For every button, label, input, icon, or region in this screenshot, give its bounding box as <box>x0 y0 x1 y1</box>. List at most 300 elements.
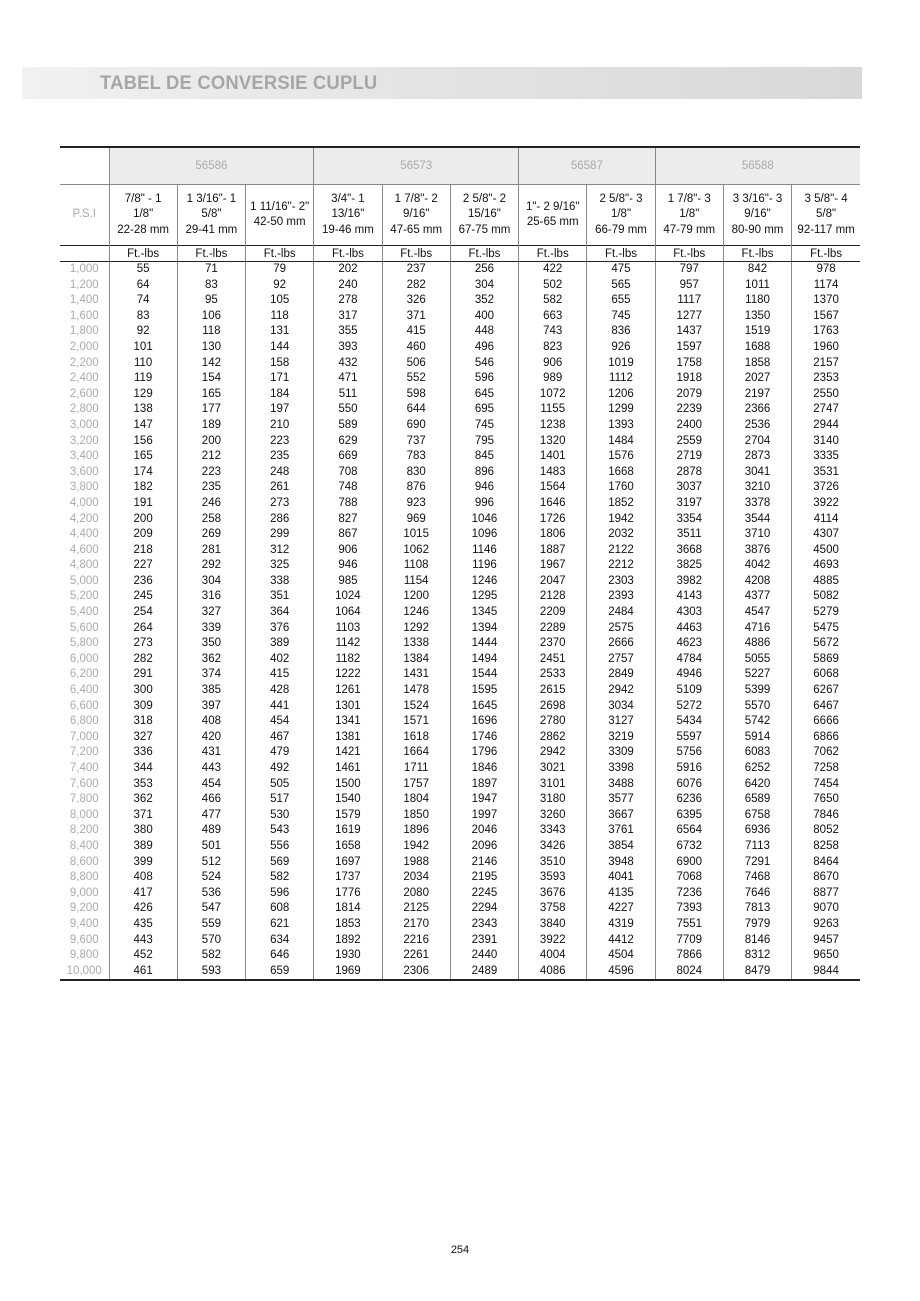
psi-value-cell: 4,400 <box>69 528 99 541</box>
torque-value-cell: 2370 <box>519 636 587 652</box>
torque-value-cell: 212 <box>177 449 245 465</box>
psi-value-cell: 8,200 <box>69 824 99 837</box>
torque-value-cell: 737 <box>382 434 450 450</box>
torque-value-cell: 543 <box>246 823 314 839</box>
table-row <box>60 886 860 902</box>
torque-value-cell: 6900 <box>655 855 723 871</box>
torque-value-cell: 708 <box>314 465 382 481</box>
psi-value-cell: 9,200 <box>69 902 99 915</box>
torque-value-cell: 7454 <box>792 777 860 793</box>
torque-value-cell: 397 <box>177 699 245 715</box>
torque-value-cell: 582 <box>519 293 587 309</box>
table-row <box>60 262 860 278</box>
torque-value-cell: 3676 <box>519 886 587 902</box>
size-header-line: 15/16" <box>468 208 501 221</box>
psi-value-cell: 2,000 <box>69 340 99 353</box>
torque-value-cell: 393 <box>314 340 382 356</box>
torque-value-cell: 129 <box>109 387 177 403</box>
torque-value-cell: 1478 <box>382 683 450 699</box>
torque-value-cell: 6467 <box>792 699 860 715</box>
psi-value-cell: 10,000 <box>60 964 109 981</box>
torque-value-cell: 1350 <box>723 309 791 325</box>
torque-value-cell: 138 <box>109 402 177 418</box>
torque-value-cell: 3922 <box>519 933 587 949</box>
torque-value-cell: 5272 <box>655 699 723 715</box>
torque-value-cell: 2536 <box>723 418 791 434</box>
torque-value-cell: 3761 <box>587 823 655 839</box>
torque-value-cell: 1804 <box>382 792 450 808</box>
torque-value-cell: 2878 <box>655 465 723 481</box>
torque-value-cell: 1892 <box>314 933 382 949</box>
torque-value-cell: 362 <box>177 652 245 668</box>
torque-value-cell: 3101 <box>519 777 587 793</box>
torque-value-cell: 1180 <box>723 293 791 309</box>
psi-value-cell: 3,800 <box>69 481 99 494</box>
torque-value-cell: 2393 <box>587 589 655 605</box>
psi-value-cell: 8,600 <box>69 855 99 868</box>
torque-value-cell: 461 <box>109 964 177 981</box>
torque-value-cell: 589 <box>314 418 382 434</box>
table-row <box>60 699 860 715</box>
torque-value-cell: 2195 <box>450 870 518 886</box>
unit-header-cell: Ft.-lbs <box>519 246 587 262</box>
torque-value-cell: 299 <box>246 527 314 543</box>
torque-value-cell: 565 <box>587 278 655 294</box>
torque-value-cell: 926 <box>587 340 655 356</box>
torque-value-cell: 788 <box>314 496 382 512</box>
psi-value-cell: 2,600 <box>69 387 99 400</box>
torque-value-cell: 2942 <box>587 683 655 699</box>
torque-value-cell: 3426 <box>519 839 587 855</box>
torque-value-cell: 7709 <box>655 933 723 949</box>
torque-value-cell: 547 <box>177 901 245 917</box>
torque-value-cell: 291 <box>109 667 177 683</box>
torque-value-cell: 7813 <box>723 901 791 917</box>
torque-value-cell: 1338 <box>382 636 450 652</box>
unit-header-cell: Ft.-lbs <box>723 246 791 262</box>
torque-value-cell: 466 <box>177 792 245 808</box>
torque-value-cell: 1711 <box>382 761 450 777</box>
torque-value-cell: 644 <box>382 402 450 418</box>
torque-value-cell: 1019 <box>587 356 655 372</box>
torque-value-cell: 3260 <box>519 808 587 824</box>
torque-value-cell: 582 <box>177 948 245 964</box>
torque-value-cell: 1174 <box>792 278 860 294</box>
torque-value-cell: 2032 <box>587 527 655 543</box>
torque-value-cell: 1664 <box>382 745 450 761</box>
torque-value-cell: 1896 <box>382 823 450 839</box>
table-row <box>60 683 860 699</box>
torque-value-cell: 443 <box>177 761 245 777</box>
torque-value-cell: 827 <box>314 512 382 528</box>
torque-value-cell: 2757 <box>587 652 655 668</box>
torque-value-cell: 7866 <box>655 948 723 964</box>
torque-value-cell: 2303 <box>587 574 655 590</box>
torque-value-cell: 325 <box>246 558 314 574</box>
model-header-56586: 56586 <box>109 147 314 185</box>
torque-value-cell: 1760 <box>587 480 655 496</box>
torque-value-cell: 3667 <box>587 808 655 824</box>
psi-value-cell: 3,200 <box>69 434 99 447</box>
torque-value-cell: 596 <box>246 886 314 902</box>
torque-value-cell: 7650 <box>792 792 860 808</box>
size-header-line: 13/16" <box>331 208 365 221</box>
torque-value-cell: 55 <box>109 262 177 278</box>
table-row <box>60 465 860 481</box>
torque-value-cell: 4693 <box>792 558 860 574</box>
torque-value-cell: 374 <box>177 667 245 683</box>
size-header-line: 92-117 mm <box>797 223 855 236</box>
torque-value-cell: 1930 <box>314 948 382 964</box>
torque-value-cell: 2289 <box>519 621 587 637</box>
table-row <box>60 605 860 621</box>
torque-value-cell: 690 <box>382 418 450 434</box>
torque-value-cell: 1238 <box>519 418 587 434</box>
unit-header-cell: Ft.-lbs <box>109 246 177 262</box>
torque-value-cell: 8052 <box>792 823 860 839</box>
torque-value-cell: 2862 <box>519 730 587 746</box>
torque-value-cell: 417 <box>109 886 177 902</box>
torque-value-cell: 1046 <box>450 512 518 528</box>
torque-value-cell: 1062 <box>382 543 450 559</box>
table-row <box>60 543 860 559</box>
psi-value-cell: 1,600 <box>69 309 99 322</box>
torque-value-cell: 154 <box>177 371 245 387</box>
torque-value-cell: 101 <box>109 340 177 356</box>
torque-value-cell: 1997 <box>450 808 518 824</box>
torque-value-cell: 492 <box>246 761 314 777</box>
torque-value-cell: 645 <box>450 387 518 403</box>
torque-value-cell: 237 <box>382 262 450 278</box>
torque-value-cell: 3876 <box>723 543 791 559</box>
torque-value-cell: 2027 <box>723 371 791 387</box>
torque-value-cell: 530 <box>246 808 314 824</box>
torque-value-cell: 608 <box>246 901 314 917</box>
torque-value-cell: 2575 <box>587 621 655 637</box>
torque-value-cell: 7846 <box>792 808 860 824</box>
torque-value-cell: 501 <box>177 839 245 855</box>
psi-value-cell: 6,800 <box>69 715 99 728</box>
torque-value-cell: 3354 <box>655 512 723 528</box>
torque-value-cell: 5082 <box>792 589 860 605</box>
torque-value-cell: 1299 <box>587 402 655 418</box>
size-header-line: 7/8" - 1 <box>124 192 162 205</box>
torque-value-cell: 92 <box>109 324 177 340</box>
torque-value-cell: 823 <box>519 340 587 356</box>
torque-value-cell: 1737 <box>314 870 382 886</box>
torque-value-cell: 286 <box>246 512 314 528</box>
torque-value-cell: 663 <box>519 309 587 325</box>
torque-value-cell: 1757 <box>382 777 450 793</box>
torque-value-cell: 191 <box>109 496 177 512</box>
torque-value-cell: 695 <box>450 402 518 418</box>
torque-value-cell: 264 <box>109 621 177 637</box>
torque-value-cell: 1887 <box>519 543 587 559</box>
torque-value-cell: 8024 <box>655 964 723 981</box>
unit-header-row <box>60 246 860 262</box>
torque-value-cell: 1154 <box>382 574 450 590</box>
torque-value-cell: 867 <box>314 527 382 543</box>
psi-value-cell: 2,400 <box>69 372 99 385</box>
torque-value-cell: 1897 <box>450 777 518 793</box>
psi-value-cell: 7,000 <box>69 730 99 743</box>
torque-value-cell: 845 <box>450 449 518 465</box>
size-header-line: 5/8" <box>816 208 837 221</box>
torque-value-cell: 1571 <box>382 714 450 730</box>
size-header-cell <box>246 185 314 246</box>
torque-value-cell: 3726 <box>792 480 860 496</box>
torque-value-cell: 629 <box>314 434 382 450</box>
torque-value-cell: 254 <box>109 605 177 621</box>
torque-value-cell: 1564 <box>519 480 587 496</box>
torque-value-cell: 5672 <box>792 636 860 652</box>
torque-value-cell: 3825 <box>655 558 723 574</box>
torque-value-cell: 3197 <box>655 496 723 512</box>
psi-value-cell: 7,800 <box>69 793 99 806</box>
torque-value-cell: 6936 <box>723 823 791 839</box>
torque-value-cell: 312 <box>246 543 314 559</box>
torque-value-cell: 1544 <box>450 667 518 683</box>
torque-value-cell: 5279 <box>792 605 860 621</box>
torque-value-cell: 546 <box>450 356 518 372</box>
torque-value-cell: 9844 <box>792 964 860 981</box>
table-row <box>60 808 860 824</box>
size-header-cell <box>109 185 177 246</box>
torque-value-cell: 506 <box>382 356 450 372</box>
torque-value-cell: 5869 <box>792 652 860 668</box>
torque-value-cell: 182 <box>109 480 177 496</box>
torque-value-cell: 502 <box>519 278 587 294</box>
size-header-line: 25-65 mm <box>526 216 579 228</box>
torque-value-cell: 282 <box>109 652 177 668</box>
torque-value-cell: 876 <box>382 480 450 496</box>
table-row <box>60 636 860 652</box>
torque-value-cell: 745 <box>587 309 655 325</box>
size-header-cell <box>382 185 450 246</box>
table-row <box>60 278 860 294</box>
torque-value-cell: 1246 <box>382 605 450 621</box>
torque-value-cell: 655 <box>587 293 655 309</box>
torque-value-cell: 236 <box>109 574 177 590</box>
torque-value-cell: 989 <box>519 371 587 387</box>
torque-value-cell: 842 <box>723 262 791 278</box>
torque-value-cell: 223 <box>246 434 314 450</box>
torque-value-cell: 256 <box>450 262 518 278</box>
torque-value-cell: 1182 <box>314 652 382 668</box>
torque-value-cell: 448 <box>450 324 518 340</box>
torque-value-cell: 309 <box>109 699 177 715</box>
model-header-56573: 56573 <box>314 147 519 185</box>
table-row <box>60 512 860 528</box>
table-row <box>60 901 860 917</box>
torque-value-cell: 1618 <box>382 730 450 746</box>
torque-value-cell: 1064 <box>314 605 382 621</box>
torque-value-cell: 946 <box>314 558 382 574</box>
torque-value-cell: 158 <box>246 356 314 372</box>
torque-value-cell: 2942 <box>519 745 587 761</box>
torque-value-cell: 1384 <box>382 652 450 668</box>
torque-value-cell: 1969 <box>314 964 382 981</box>
psi-value-cell: 9,000 <box>69 886 99 899</box>
torque-value-cell: 1567 <box>792 309 860 325</box>
torque-value-cell: 489 <box>177 823 245 839</box>
table-row <box>60 371 860 387</box>
psi-value-cell: 3,000 <box>69 418 99 431</box>
psi-value-cell: 6,400 <box>69 684 99 697</box>
torque-value-cell: 105 <box>246 293 314 309</box>
torque-value-cell: 1421 <box>314 745 382 761</box>
torque-value-cell: 1222 <box>314 667 382 683</box>
torque-value-cell: 6252 <box>723 761 791 777</box>
torque-value-cell: 4208 <box>723 574 791 590</box>
unit-header-cell: Ft.-lbs <box>450 246 518 262</box>
table-row <box>60 496 860 512</box>
torque-value-cell: 1524 <box>382 699 450 715</box>
torque-value-cell: 985 <box>314 574 382 590</box>
torque-value-cell: 1437 <box>655 324 723 340</box>
model-header-56588: 56588 <box>655 147 860 185</box>
size-header-line: 1 3/16"- 1 <box>186 192 237 205</box>
torque-value-cell: 1431 <box>382 667 450 683</box>
torque-value-cell: 83 <box>177 278 245 294</box>
size-header-cell <box>655 185 723 246</box>
size-header-line: 3 5/8"- 4 <box>804 192 848 205</box>
torque-value-cell: 6589 <box>723 792 791 808</box>
torque-value-cell: 1024 <box>314 589 382 605</box>
torque-value-cell: 454 <box>177 777 245 793</box>
size-header-line: 80-90 mm <box>731 223 784 236</box>
torque-value-cell: 2353 <box>792 371 860 387</box>
torque-value-cell: 2146 <box>450 855 518 871</box>
torque-value-cell: 1726 <box>519 512 587 528</box>
torque-value-cell: 189 <box>177 418 245 434</box>
torque-value-cell: 8146 <box>723 933 791 949</box>
psi-header: P.S.I <box>60 185 109 246</box>
torque-value-cell: 2245 <box>450 886 518 902</box>
model-header-row <box>60 147 860 185</box>
torque-value-cell: 2046 <box>450 823 518 839</box>
torque-value-cell: 475 <box>587 262 655 278</box>
unit-header-cell: Ft.-lbs <box>655 246 723 262</box>
torque-value-cell: 2615 <box>519 683 587 699</box>
psi-value-cell: 1,000 <box>69 263 99 275</box>
torque-value-cell: 74 <box>109 293 177 309</box>
torque-value-cell: 245 <box>109 589 177 605</box>
table-row <box>60 309 860 325</box>
torque-value-cell: 235 <box>177 480 245 496</box>
size-header-line: 47-65 mm <box>390 223 443 236</box>
torque-value-cell: 7979 <box>723 917 791 933</box>
torque-value-cell: 5109 <box>655 683 723 699</box>
torque-value-cell: 3343 <box>519 823 587 839</box>
torque-value-cell: 119 <box>109 371 177 387</box>
size-header-cell <box>177 185 245 246</box>
table-row <box>60 652 860 668</box>
torque-value-cell: 2096 <box>450 839 518 855</box>
torque-value-cell: 6236 <box>655 792 723 808</box>
torque-value-cell: 1117 <box>655 293 723 309</box>
torque-value-cell: 512 <box>177 855 245 871</box>
torque-value-cell: 339 <box>177 621 245 637</box>
torque-value-cell: 209 <box>109 527 177 543</box>
psi-value-cell: 3,600 <box>69 465 99 478</box>
table-row <box>60 324 860 340</box>
torque-value-cell: 1540 <box>314 792 382 808</box>
table-row <box>60 418 860 434</box>
size-header-line: 2 5/8"- 3 <box>599 192 643 205</box>
torque-value-cell: 246 <box>177 496 245 512</box>
torque-value-cell: 2157 <box>792 356 860 372</box>
torque-value-cell: 2239 <box>655 402 723 418</box>
torque-value-cell: 1146 <box>450 543 518 559</box>
title-band <box>22 67 862 99</box>
size-header-line: 66-79 mm <box>595 223 647 236</box>
torque-value-cell: 7113 <box>723 839 791 855</box>
table-row <box>60 621 860 637</box>
torque-value-cell: 669 <box>314 449 382 465</box>
torque-value-cell: 1646 <box>519 496 587 512</box>
unit-header-cell: Ft.-lbs <box>177 246 245 262</box>
torque-value-cell: 184 <box>246 387 314 403</box>
torque-value-cell: 906 <box>519 356 587 372</box>
torque-value-cell: 3335 <box>792 449 860 465</box>
torque-value-cell: 2780 <box>519 714 587 730</box>
torque-value-cell: 1277 <box>655 309 723 325</box>
torque-value-cell: 5914 <box>723 730 791 746</box>
torque-value-cell: 3593 <box>519 870 587 886</box>
unit-header-cell: Ft.-lbs <box>587 246 655 262</box>
table-row <box>60 948 860 964</box>
torque-value-cell: 1967 <box>519 558 587 574</box>
torque-value-cell: 1401 <box>519 449 587 465</box>
torque-value-cell: 258 <box>177 512 245 528</box>
torque-value-cell: 2559 <box>655 434 723 450</box>
torque-value-cell: 317 <box>314 309 382 325</box>
torque-value-cell: 362 <box>109 792 177 808</box>
torque-value-cell: 1688 <box>723 340 791 356</box>
torque-value-cell: 1942 <box>382 839 450 855</box>
model-header-56587: 56587 <box>519 147 656 185</box>
torque-value-cell: 261 <box>246 480 314 496</box>
torque-value-cell: 376 <box>246 621 314 637</box>
torque-value-cell: 1758 <box>655 356 723 372</box>
table-row <box>60 293 860 309</box>
torque-value-cell: 7551 <box>655 917 723 933</box>
psi-value-cell: 1,400 <box>69 294 99 307</box>
size-header-line: 19-46 mm <box>322 223 374 236</box>
torque-value-cell: 6068 <box>792 667 860 683</box>
torque-value-cell: 2550 <box>792 387 860 403</box>
torque-value-cell: 1341 <box>314 714 382 730</box>
size-header-line: 1/8" <box>133 208 154 221</box>
torque-value-cell: 896 <box>450 465 518 481</box>
torque-value-cell: 156 <box>109 434 177 450</box>
torque-value-cell: 4135 <box>587 886 655 902</box>
torque-value-cell: 4716 <box>723 621 791 637</box>
torque-value-cell: 6732 <box>655 839 723 855</box>
torque-value-cell: 399 <box>109 855 177 871</box>
psi-value-cell: 6,000 <box>69 652 99 665</box>
torque-value-cell: 1697 <box>314 855 382 871</box>
torque-value-cell: 3840 <box>519 917 587 933</box>
torque-value-cell: 646 <box>246 948 314 964</box>
torque-value-cell: 3854 <box>587 839 655 855</box>
table-row <box>60 667 860 683</box>
torque-value-cell: 9263 <box>792 917 860 933</box>
torque-value-cell: 351 <box>246 589 314 605</box>
torque-value-cell: 795 <box>450 434 518 450</box>
psi-value-cell: 5,600 <box>69 621 99 634</box>
